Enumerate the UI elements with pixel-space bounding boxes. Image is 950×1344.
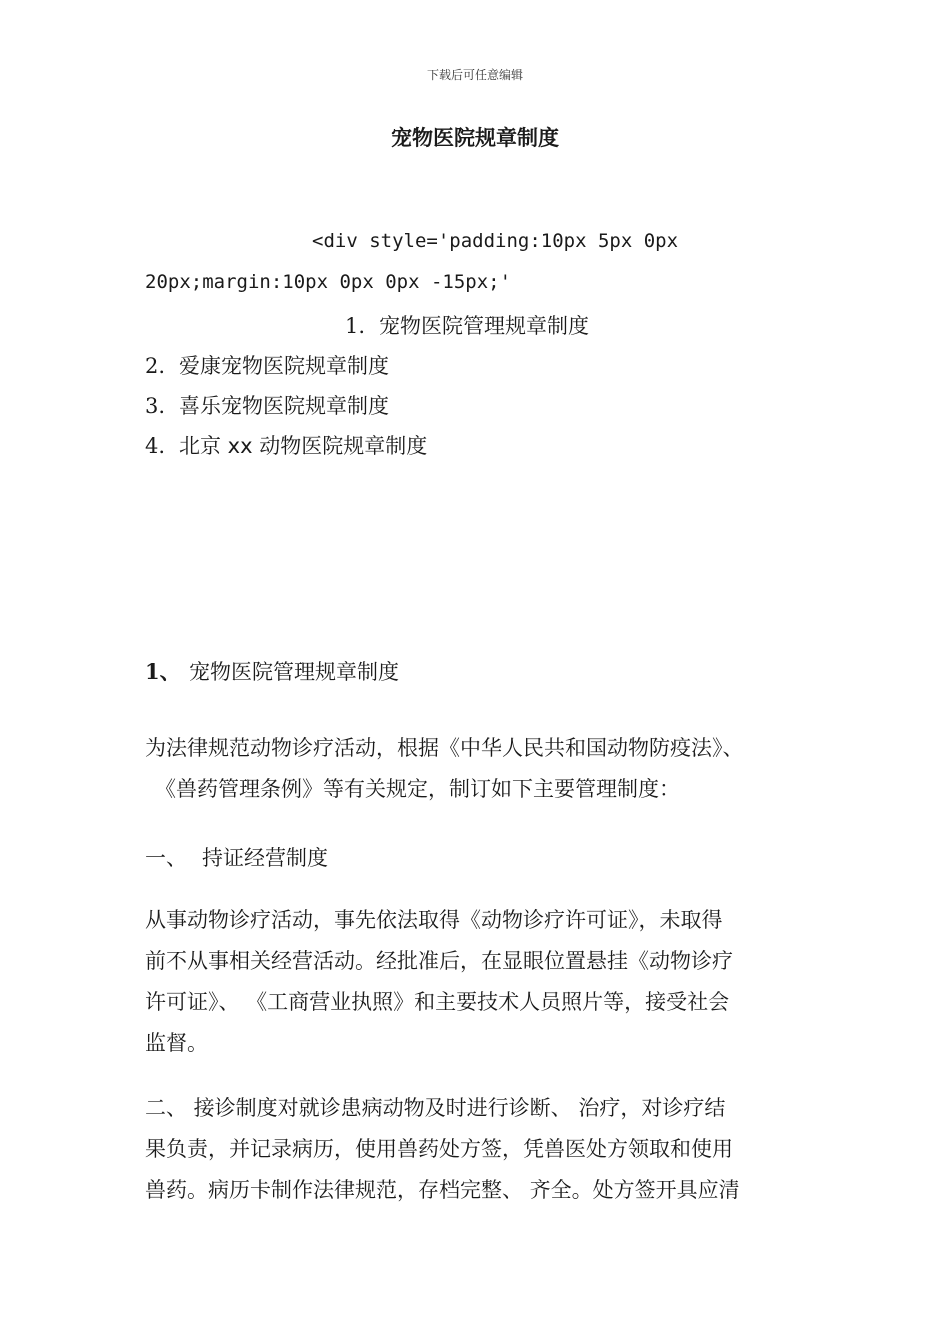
paragraph-line: 为法律规范动物诊疗活动，根据《中华人民共和国动物防疫法》、 <box>145 736 744 760</box>
subsection-number: 一、 <box>145 846 187 870</box>
intro-paragraph <box>145 728 744 810</box>
paragraph-line: 《兽药管理条例》等有关规定，制订如下主要管理制度： <box>155 777 680 801</box>
subsection-title: 持证经营制度 <box>202 846 328 870</box>
header-note: 下载后可任意编辑 <box>426 68 523 82</box>
section-heading <box>145 656 399 686</box>
paragraph-line: 兽药。病历卡制作法律规范，存档完整、 齐全。处方签开具应清 <box>145 1178 740 1202</box>
code-line-2: 20px;margin:10px 0px 0px -15px;' <box>145 271 512 293</box>
code-line-1: <div style='padding:10px 5px 0px <box>312 230 679 252</box>
paragraph-line: 从事动物诊疗活动，事先依法取得《动物诊疗许可证》，未取得 <box>145 908 723 932</box>
paragraph-line: 二、 接诊制度对就诊患病动物及时进行诊断、 治疗，对诊疗结 <box>145 1096 726 1120</box>
paragraph-reception <box>145 1088 740 1211</box>
paragraph-line: 果负责，并记录病历，使用兽药处方签，凭兽医处方领取和使用 <box>145 1137 733 1161</box>
toc-item-4[interactable] <box>145 430 427 460</box>
section-title: 宠物医院管理规章制度 <box>189 660 399 684</box>
toc-item-number: 2. <box>145 354 166 378</box>
toc-item-number: 3. <box>145 394 166 418</box>
toc-item-label: 北京 xx 动物医院规章制度 <box>179 434 428 458</box>
toc-item-2[interactable] <box>145 350 389 380</box>
toc-item-number: 1. <box>345 314 366 338</box>
toc-item-label: 宠物医院管理规章制度 <box>379 314 589 338</box>
toc-item-1[interactable] <box>345 310 589 340</box>
paragraph-line: 前不从事相关经营活动。经批准后，在显眼位置悬挂《动物诊疗 <box>145 949 733 973</box>
toc-item-3[interactable] <box>145 390 389 420</box>
toc-item-label: 喜乐宠物医院规章制度 <box>179 394 389 418</box>
paragraph-line: 许可证》、 《工商营业执照》和主要技术人员照片等，接受社会 <box>145 990 730 1014</box>
subsection-heading <box>145 842 328 872</box>
paragraph-line: 监督。 <box>145 1031 208 1055</box>
toc-item-label: 爱康宠物医院规章制度 <box>179 354 389 378</box>
document-title: 宠物医院规章制度 <box>391 126 559 150</box>
toc-item-number: 4. <box>145 434 166 458</box>
section-number: 1、 <box>145 659 181 684</box>
paragraph-license <box>145 900 733 1064</box>
